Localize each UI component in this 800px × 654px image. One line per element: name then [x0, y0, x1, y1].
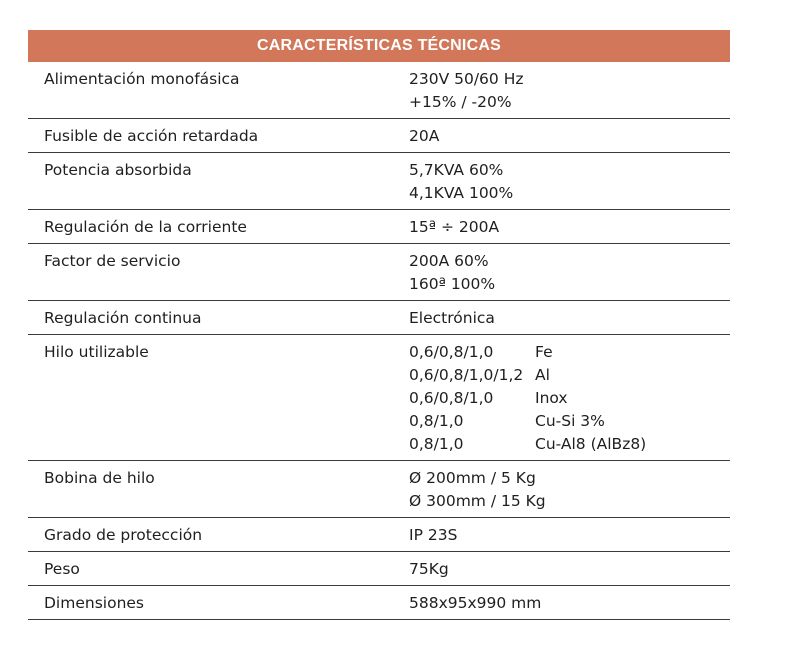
- wire-option: [409, 433, 730, 456]
- spec-value-line: 4,1KVA 100%: [409, 184, 514, 202]
- spec-value: [392, 216, 730, 239]
- wire-material: Fe: [535, 343, 553, 361]
- specs-table: [28, 62, 730, 620]
- spec-value-line: Ø 200mm / 5 Kg: [409, 469, 536, 487]
- spec-value-line: Ø 300mm / 15 Kg: [409, 492, 546, 510]
- spec-value-line: 75Kg: [409, 560, 449, 578]
- spec-label: Regulación de la corriente: [44, 218, 247, 236]
- spec-value-line: +15% / -20%: [409, 93, 512, 111]
- spec-label: Potencia absorbida: [44, 161, 192, 179]
- spec-value-line: 160ª 100%: [409, 275, 496, 293]
- spec-value: [392, 467, 730, 513]
- spec-row-alimentacion: [28, 62, 730, 119]
- spec-value: [392, 558, 730, 581]
- spec-label: Peso: [44, 560, 80, 578]
- spec-label: Factor de servicio: [44, 252, 181, 270]
- spec-row-bobina: [28, 461, 730, 518]
- spec-value-line: 230V 50/60 Hz: [409, 70, 524, 88]
- technical-specs-sheet: [28, 30, 730, 620]
- spec-label: Grado de protección: [44, 526, 203, 544]
- spec-row-regulacion-continua: [28, 301, 730, 335]
- spec-row-hilo-utilizable: [28, 335, 730, 461]
- wire-material: Cu-Si 3%: [535, 412, 605, 430]
- spec-label: Hilo utilizable: [44, 343, 149, 361]
- spec-row-dimensiones: [28, 586, 730, 620]
- spec-label: Dimensiones: [44, 594, 145, 612]
- spec-row-proteccion: [28, 518, 730, 552]
- spec-value: [392, 341, 730, 456]
- spec-value: [392, 159, 730, 205]
- wire-material: Cu-Al8 (AlBz8): [535, 435, 647, 453]
- wire-option: [409, 387, 730, 410]
- spec-row-regulacion-corriente: [28, 210, 730, 244]
- spec-value: [392, 307, 730, 330]
- wire-option: [409, 410, 730, 433]
- spec-value-line: 15ª ÷ 200A: [409, 218, 500, 236]
- wire-option: [409, 364, 730, 387]
- spec-value-line: IP 23S: [409, 526, 458, 544]
- spec-value-line: Electrónica: [409, 309, 495, 327]
- spec-value: [392, 250, 730, 296]
- spec-value-line: 588x95x990 mm: [409, 594, 542, 612]
- specs-header: [28, 30, 730, 62]
- wire-gauge: 0,6/0,8/1,0/1,2: [409, 366, 524, 384]
- wire-gauge: 0,6/0,8/1,0: [409, 343, 494, 361]
- spec-label: Fusible de acción retardada: [44, 127, 259, 145]
- wire-option: [409, 341, 730, 364]
- spec-row-factor-servicio: [28, 244, 730, 301]
- spec-row-peso: [28, 552, 730, 586]
- spec-label: Regulación continua: [44, 309, 202, 327]
- spec-value: [392, 125, 730, 148]
- spec-row-potencia: [28, 153, 730, 210]
- spec-value-line: 5,7KVA 60%: [409, 161, 504, 179]
- wire-gauge: 0,8/1,0: [409, 412, 464, 430]
- wire-gauge: 0,6/0,8/1,0: [409, 389, 494, 407]
- spec-label: Bobina de hilo: [44, 469, 155, 487]
- spec-value: [392, 524, 730, 547]
- specs-title: CARACTERÍSTICAS TÉCNICAS: [257, 37, 501, 54]
- spec-value: [392, 592, 730, 615]
- spec-value-line: 200A 60%: [409, 252, 489, 270]
- spec-label: Alimentación monofásica: [44, 70, 240, 88]
- wire-gauge: 0,8/1,0: [409, 435, 464, 453]
- spec-value-line: 20A: [409, 127, 440, 145]
- spec-row-fusible: [28, 119, 730, 153]
- wire-material: Al: [535, 366, 550, 384]
- wire-material: Inox: [535, 389, 568, 407]
- spec-value: [392, 68, 730, 114]
